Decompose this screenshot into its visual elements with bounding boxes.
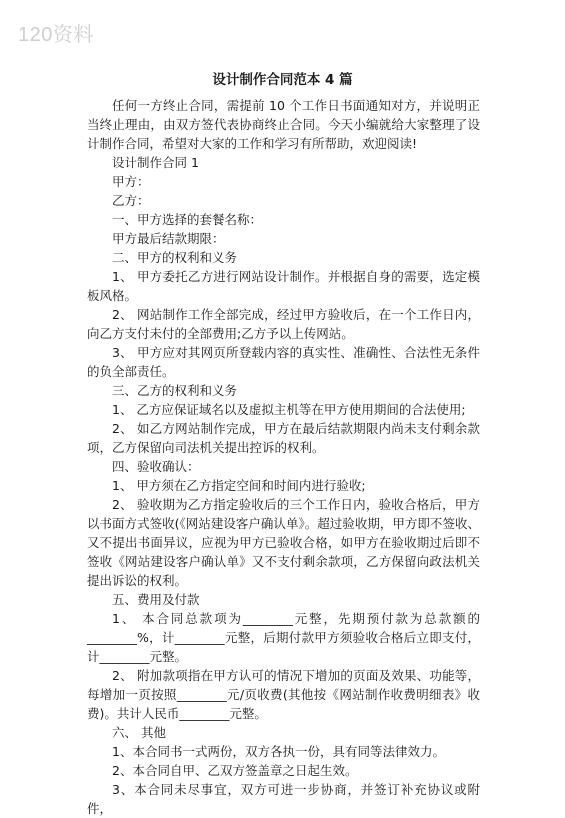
body-paragraph: 3、本合同未尽事宜，双方可进一步协商，并签订补充协议或附件，	[87, 782, 480, 816]
document-body	[87, 96, 480, 818]
body-paragraph: 四、验收确认：	[112, 459, 200, 474]
body-paragraph: 2、 如乙方网站制作完成，甲方在最后结款期限内尚未支付剩余款项，乙方保留向司法机关提出控诉的权利。	[87, 421, 480, 455]
body-paragraph: 一、甲方选择的套餐名称：	[112, 212, 263, 227]
body-paragraph: 二、甲方的权利和义务	[112, 250, 238, 265]
body-paragraph: 1、 乙方应保证域名以及虚拟主机等在甲方使用期间的合法使用;	[112, 402, 466, 417]
body-paragraph: 1、 本合同总款项为________元整，先期预付款为总款额的________%，计________元整，后期付款甲方须验收合格后立即支付，计________元整。	[87, 611, 480, 664]
body-paragraph: 2、 附加款项指在甲方认可的情况下增加的页面及效果、功能等，每增加一页按照________元/页收费(其他按《网站制作收费明细表》收费)。共计人民币________元整。	[87, 668, 480, 721]
body-paragraph: 2、本合同自甲、乙双方签盖章之日起生效。	[112, 763, 358, 778]
body-paragraph: 2、 网站制作工作全部完成，经过甲方验收后，在一个工作日内，向乙方支付未付的全部费用;乙方予以上传网站。	[87, 307, 480, 341]
body-paragraph: 甲方：	[112, 174, 150, 189]
body-paragraph: 六、 其他	[112, 725, 166, 740]
body-paragraph: 1、 甲方须在乙方指定空间和时间内进行验收;	[112, 478, 366, 493]
body-paragraph: 3、 甲方应对其网页所登载内容的真实性、准确性、合法性无条件的负全部责任。	[87, 345, 480, 379]
body-paragraph: 任何一方终止合同，需提前 10 个工作日书面通知对方，并说明正当终止理由，由双方签代表协商终止合同。今天小编就给大家整理了设计制作合同，希望对大家的工作和学习有所帮助，欢迎阅读!	[87, 98, 480, 151]
watermark-logo: 120资料	[18, 24, 94, 46]
body-paragraph: 1、本合同书一式两份，双方各执一份，具有同等法律效力。	[112, 744, 445, 759]
document-title: 设计制作合同范本 4 篇	[212, 72, 353, 88]
body-paragraph: 设计制作合同 1	[112, 155, 199, 170]
body-paragraph: 乙方：	[112, 193, 150, 208]
body-paragraph: 2、 验收期为乙方指定验收后的三个工作日内，验收合格后，甲方以书面方式签收(《网站建设客户确认单》。超过验收期，甲方即不签收、又不提出书面异议，应视为甲方已验收合格，如甲方在验收期过后即不签收《网站建设客户确认单》又不支付剩余款项，乙方保留向政法机关提出诉讼的权利。	[87, 497, 480, 588]
body-paragraph: 1、 甲方委托乙方进行网站设计制作。并根据自身的需要，选定模板风格。	[87, 269, 480, 303]
body-paragraph: 五、费用及付款	[112, 592, 200, 607]
body-paragraph: 三、乙方的权利和义务	[112, 383, 238, 398]
body-paragraph: 甲方最后结款期限：	[112, 231, 225, 246]
